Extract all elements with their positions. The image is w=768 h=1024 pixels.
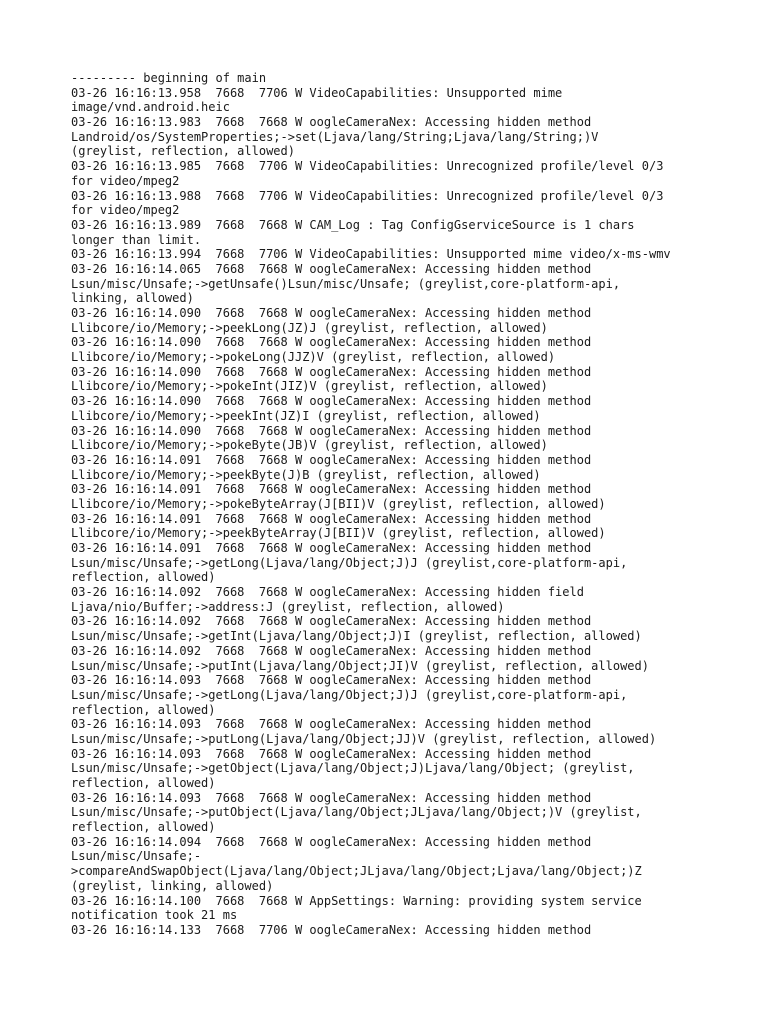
logcat-output	[71, 71, 711, 938]
log-line: 03-26 16:16:14.090 7668 7668 W oogleCameraNex: Accessing hidden method	[71, 364, 592, 379]
log-line: Lsun/misc/Unsafe;->putInt(Ljava/lang/Object;JI)V (greylist, reflection, allowed)	[71, 658, 649, 673]
log-line: (greylist, reflection, allowed)	[71, 144, 295, 159]
log-line: 03-26 16:16:14.090 7668 7668 W oogleCameraNex: Accessing hidden method	[71, 423, 592, 438]
log-line: 03-26 16:16:14.091 7668 7668 W oogleCameraNex: Accessing hidden method	[71, 482, 592, 497]
log-line: Llibcore/io/Memory;->pokeInt(JIZ)V (greylist, reflection, allowed)	[71, 379, 548, 394]
log-line: 03-26 16:16:14.093 7668 7668 W oogleCameraNex: Accessing hidden method	[71, 790, 592, 805]
log-line: Lsun/misc/Unsafe;-	[71, 849, 202, 864]
log-line: Lsun/misc/Unsafe;->getLong(Ljava/lang/Object;J)J (greylist,core-platform-api,	[71, 555, 628, 570]
log-line: 03-26 16:16:14.091 7668 7668 W oogleCameraNex: Accessing hidden method	[71, 452, 592, 467]
log-line: Llibcore/io/Memory;->pokeLong(JJZ)V (greylist, reflection, allowed)	[71, 350, 556, 365]
log-line: 03-26 16:16:14.092 7668 7668 W oogleCameraNex: Accessing hidden field	[71, 585, 584, 600]
log-line: 03-26 16:16:14.100 7668 7668 W AppSettings: Warning: providing system service	[71, 893, 642, 908]
log-line: Lsun/misc/Unsafe;->getObject(Ljava/lang/Object;J)Ljava/lang/Object; (greylist,	[71, 761, 635, 776]
log-line: 03-26 16:16:14.065 7668 7668 W oogleCameraNex: Accessing hidden method	[71, 261, 592, 276]
log-line: notification took 21 ms	[71, 908, 238, 923]
log-line: --------- beginning of main	[71, 71, 267, 85]
log-line: image/vnd.android.heic	[71, 100, 230, 115]
log-line: 03-26 16:16:14.090 7668 7668 W oogleCameraNex: Accessing hidden method	[71, 306, 592, 320]
log-line: 03-26 16:16:13.989 7668 7668 W CAM_Log : Tag ConfigGserviceSource is 1 chars	[71, 217, 635, 232]
log-line: 03-26 16:16:13.985 7668 7706 W VideoCapabilities: Unrecognized profile/level 0/3	[71, 159, 664, 174]
log-line: 03-26 16:16:14.091 7668 7668 W oogleCameraNex: Accessing hidden method	[71, 541, 592, 555]
log-line: linking, allowed)	[71, 291, 194, 306]
log-line: 03-26 16:16:13.958 7668 7706 W VideoCapabilities: Unsupported mime	[71, 85, 563, 100]
log-line: 03-26 16:16:14.091 7668 7668 W oogleCameraNex: Accessing hidden method	[71, 511, 592, 526]
log-line: 03-26 16:16:14.093 7668 7668 W oogleCameraNex: Accessing hidden method	[71, 746, 592, 761]
log-line: Lsun/misc/Unsafe;->getUnsafe()Lsun/misc/Unsafe; (greylist,core-platform-api,	[71, 276, 621, 291]
log-line: Lsun/misc/Unsafe;->getLong(Ljava/lang/Object;J)J (greylist,core-platform-api,	[71, 687, 628, 702]
log-line: Lsun/misc/Unsafe;->putLong(Ljava/lang/Object;JJ)V (greylist, reflection, allowed)	[71, 731, 657, 746]
log-line: 03-26 16:16:14.093 7668 7668 W oogleCameraNex: Accessing hidden method	[71, 717, 592, 732]
log-line: longer than limit.	[71, 232, 202, 247]
log-line: (greylist, linking, allowed)	[71, 878, 274, 893]
log-line: reflection, allowed)	[71, 702, 216, 717]
log-line: >compareAndSwapObject(Ljava/lang/Object;JLjava/lang/Object;Ljava/lang/Object;)Z	[71, 864, 642, 879]
log-line: for video/mpeg2	[71, 173, 180, 188]
log-line: 03-26 16:16:13.994 7668 7706 W VideoCapabilities: Unsupported mime video/x-ms-wmv	[71, 247, 671, 262]
log-line: 03-26 16:16:13.983 7668 7668 W oogleCameraNex: Accessing hidden method	[71, 115, 592, 130]
log-line: Llibcore/io/Memory;->pokeByte(JB)V (greylist, reflection, allowed)	[71, 438, 548, 453]
log-line: for video/mpeg2	[71, 203, 180, 218]
log-line: 03-26 16:16:14.133 7668 7706 W oogleCameraNex: Accessing hidden method	[71, 922, 592, 937]
log-line: Llibcore/io/Memory;->peekByte(J)B (greylist, reflection, allowed)	[71, 467, 541, 482]
log-line: 03-26 16:16:14.093 7668 7668 W oogleCameraNex: Accessing hidden method	[71, 673, 592, 688]
log-line: 03-26 16:16:14.092 7668 7668 W oogleCameraNex: Accessing hidden method	[71, 614, 592, 629]
log-line: Llibcore/io/Memory;->peekLong(JZ)J (greylist, reflection, allowed)	[71, 320, 548, 335]
log-line: Llibcore/io/Memory;->peekByteArray(J[BII)V (greylist, reflection, allowed)	[71, 526, 606, 541]
log-line: reflection, allowed)	[71, 570, 216, 585]
log-line: 03-26 16:16:13.988 7668 7706 W VideoCapabilities: Unrecognized profile/level 0/3	[71, 188, 664, 203]
log-line: 03-26 16:16:14.090 7668 7668 W oogleCameraNex: Accessing hidden method	[71, 335, 592, 350]
log-line: 03-26 16:16:14.090 7668 7668 W oogleCameraNex: Accessing hidden method	[71, 394, 592, 409]
log-line: Lsun/misc/Unsafe;->getInt(Ljava/lang/Object;J)I (greylist, reflection, allowed)	[71, 629, 642, 644]
log-line: Ljava/nio/Buffer;->address:J (greylist, reflection, allowed)	[71, 599, 505, 614]
log-line: Landroid/os/SystemProperties;->set(Ljava/lang/String;Ljava/lang/String;)V	[71, 129, 599, 144]
log-line: 03-26 16:16:14.094 7668 7668 W oogleCameraNex: Accessing hidden method	[71, 834, 592, 849]
log-line: Lsun/misc/Unsafe;->putObject(Ljava/lang/Object;JLjava/lang/Object;)V (greylist,	[71, 805, 642, 820]
log-line: Llibcore/io/Memory;->peekInt(JZ)I (greylist, reflection, allowed)	[71, 408, 541, 423]
log-line: Llibcore/io/Memory;->pokeByteArray(J[BII)V (greylist, reflection, allowed)	[71, 496, 606, 511]
log-line: reflection, allowed)	[71, 776, 216, 790]
log-line: 03-26 16:16:14.092 7668 7668 W oogleCameraNex: Accessing hidden method	[71, 643, 592, 658]
log-line: reflection, allowed)	[71, 820, 216, 835]
